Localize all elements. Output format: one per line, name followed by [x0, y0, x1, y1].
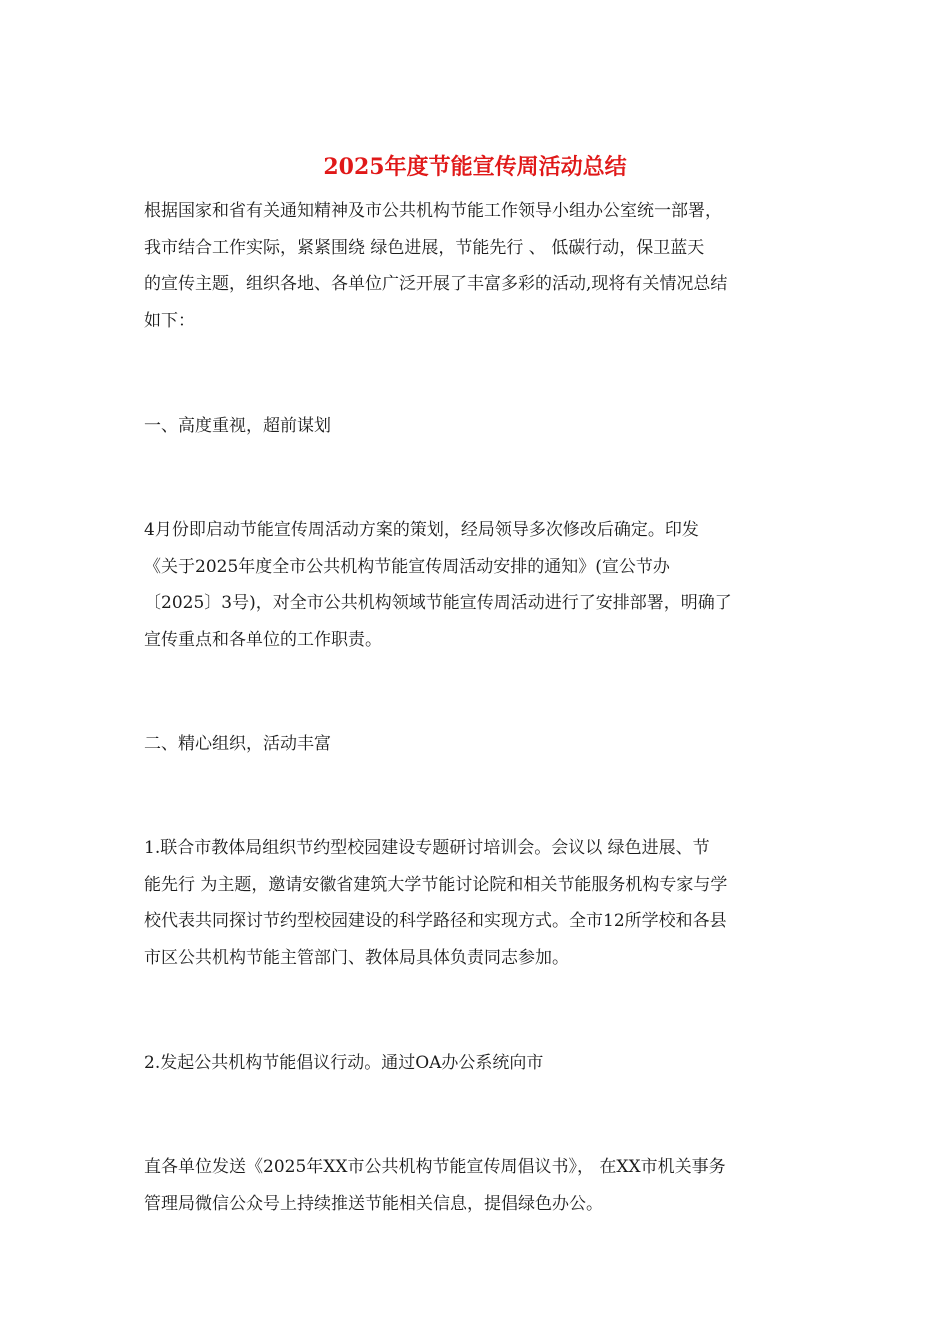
- item-1-line-3: 校代表共同探讨节约型校园建设的科学路径和实现方式。全市12所学校和各县: [144, 911, 727, 931]
- item-2-line-1: 2.发起公共机构节能倡议行动。通过OA办公系统向市: [144, 1053, 544, 1073]
- intro-line-3: 的宣传主题，组织各地、各单位广泛开展了丰富多彩的活动,现将有关情况总结: [144, 274, 728, 294]
- section-2-heading-text: 二、精心组织，活动丰富: [144, 734, 331, 754]
- item-1-line-4: 市区公共机构节能主管部门、教体局具体负责同志参加。: [144, 947, 569, 968]
- intro-line-1: 根据国家和省有关通知精神及市公共机构节能工作领导小组办公室统一部署，: [144, 201, 722, 221]
- intro-line-4: 如下：: [144, 310, 195, 331]
- item-2-cont-line-1: 直各单位发送《2025年XX市公共机构节能宣传周倡议书》， 在XX市机关事务: [144, 1157, 726, 1177]
- item-2-cont-line-2: 管理局微信公众号上持续推送节能相关信息，提倡绿色办公。: [144, 1193, 603, 1214]
- section-1-line-3: 〔2025〕3号)，对全市公共机构领域节能宣传周活动进行了安排部署，明确了: [144, 593, 732, 613]
- section-1-line-2: 《关于2025年度全市公共机构节能宣传周活动安排的通知》(宣公节办: [144, 556, 670, 577]
- intro-line-2: 我市结合工作实际，紧紧围绕 绿色进展，节能先行 、 低碳行动，保卫蓝天: [144, 237, 705, 258]
- item-1-line-2: 能先行 为主题，邀请安徽省建筑大学节能讨论院和相关节能服务机构专家与学: [144, 874, 728, 895]
- section-1-line-1: 4月份即启动节能宣传周活动方案的策划，经局领导多次修改后确定。印发: [144, 520, 699, 540]
- intro-paragraph: [144, 193, 814, 339]
- section-1-heading-text: 一、高度重视，超前谋划: [144, 416, 331, 436]
- item-2-paragraph: [144, 1045, 814, 1082]
- item-1-line-1: 1.联合市教体局组织节约型校园建设专题研讨培训会。会议以 绿色进展、节: [144, 838, 710, 858]
- item-2-continued-paragraph: [144, 1149, 814, 1222]
- section-1-line-4: 宣传重点和各单位的工作职责。: [144, 629, 382, 650]
- section-1-heading: [144, 408, 814, 445]
- section-1-paragraph: [144, 512, 814, 658]
- document-title: 2025年度节能宣传周活动总结: [323, 154, 627, 180]
- item-1-paragraph: [144, 830, 814, 976]
- section-2-heading: [144, 726, 814, 763]
